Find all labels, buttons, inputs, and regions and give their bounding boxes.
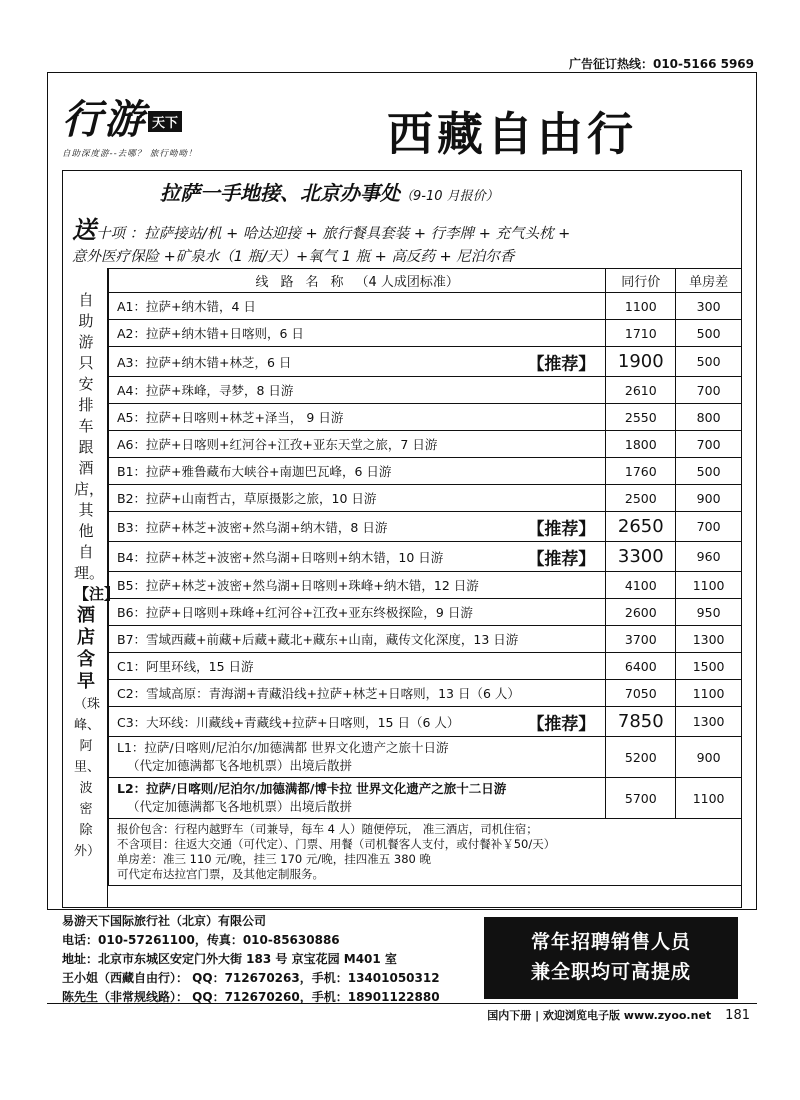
contact-person-1: 王小姐（西藏自由行）： QQ：712670263，手机：13401050312	[62, 971, 440, 985]
note-line: 单房差：准三 110 元/晚，挂三 170 元/晚，挂四准五 380 晚	[117, 852, 432, 866]
table-row: C3：大环线：川藏线+青藏线+拉萨+日喀则，15 日（6 人） 【推荐】 7850 1300	[109, 707, 742, 737]
table-row: A6：拉萨+日喀则+红河谷+江孜+亚东天堂之旅，7 日游 1800 700	[109, 431, 742, 458]
header-route-name: 线路名称（4 人成团标准）	[109, 269, 606, 293]
route-name: A3：拉萨+纳木错+林芝，6 日	[117, 354, 292, 370]
subtitle-main: 拉萨一手地接、北京办事处	[160, 181, 400, 205]
route-line-1: L1：拉萨/日喀则/尼泊尔/加德满都 世界文化遗产之旅十日游	[117, 740, 449, 755]
route-line-2: （代定加德满都飞各地机票）出境后散拼	[127, 799, 353, 814]
table-row: B2：拉萨+山南哲古，草原摄影之旅，10 日游 2500 900	[109, 485, 742, 512]
routes-table	[108, 268, 742, 886]
table-row: B7：雪域西藏+前藏+后藏+藏北+藏东+山南，藏传文化深度，13 日游 3700 1300	[109, 626, 742, 653]
brand-logo	[62, 88, 252, 158]
address: 地址：北京市东城区安定门外大街 183 号 京宝花园 M401 室	[62, 952, 397, 966]
table-row: B5：拉萨+林芝+波密+然乌湖+日喀则+珠峰+纳木错，12 日游 4100 1100	[109, 572, 742, 599]
brand-tag: 天下	[148, 111, 182, 132]
table-row: C1：阿里环线，15 日游 6400 1500	[109, 653, 742, 680]
footer-text: 国内下册 | 欢迎浏览电子版 www.zyoo.net	[487, 1009, 712, 1022]
note-line: 可代定布达拉宫门票，及其他定制服务。	[117, 867, 324, 881]
sidebar-text-2: 酒店含早	[77, 605, 95, 692]
table-row: A3：拉萨+纳木错+林芝，6 日 【推荐】 1900 500	[109, 347, 742, 377]
gifts-text-1: ：拉萨接站/机 + 哈达迎接 + 旅行餐具套装 + 行李牌 + 充气头枕 +	[129, 226, 571, 242]
sidebar-note-label: 【注】	[74, 585, 120, 603]
table-row: B3：拉萨+林芝+波密+然乌湖+纳木错，8 日游 【推荐】 2650 700	[109, 512, 742, 542]
gifts-lead: 送	[72, 216, 96, 244]
page-footer	[487, 1007, 750, 1023]
sidebar-text-3: （珠峰、阿里、波密除外）	[74, 697, 101, 859]
route-line-2: （代定加德满都飞各地机票）出境后散拼	[127, 758, 353, 773]
header-price: 同行价	[606, 269, 676, 293]
table-row: B1：拉萨+雅鲁藏布大峡谷+南迦巴瓦峰，6 日游 1760 500	[109, 458, 742, 485]
subtitle-note: （9-10 月报价）	[400, 189, 499, 204]
recommend-badge: 【推荐】	[527, 354, 596, 374]
route-name: B4：拉萨+林芝+波密+然乌湖+日喀则+纳木错，10 日游	[117, 549, 444, 565]
table-row: A4：拉萨+珠峰，寻梦，8 日游 2610 700	[109, 377, 742, 404]
notes-row	[109, 819, 742, 886]
note-line: 不含项目：往返大交通（可代定）、门票、用餐（司机餐客人支付，或付餐补￥50/天）	[117, 837, 556, 851]
route-name: C3：大环线：川藏线+青藏线+拉萨+日喀则，15 日（6 人）	[117, 714, 460, 730]
gifts-count: 十项	[96, 226, 125, 242]
table-row: C2：雪域高原：青海湖+青藏沿线+拉萨+林芝+日喀则，13 日（6 人） 7050 1100	[109, 680, 742, 707]
route-line-1: L2：拉萨/日喀则/尼泊尔/加德满都/博卡拉 世界文化遗产之旅十二日游	[117, 781, 507, 796]
table-row: L2：拉萨/日喀则/尼泊尔/加德满都/博卡拉 世界文化遗产之旅十二日游 （代定加德满都飞各地机票）出境后散拼 5700 1100	[109, 778, 742, 819]
recommend-badge: 【推荐】	[527, 714, 596, 734]
table-row: A1：拉萨+纳木错，4 日 1100 300	[109, 293, 742, 320]
divider	[47, 1003, 757, 1004]
gifts-line-2: 意外医疗保险 +矿泉水（1 瓶/天）+氧气 1 瓶 + 高反药 + 尼泊尔香	[72, 249, 515, 265]
table-row: B6：拉萨+日喀则+珠峰+红河谷+江孜+亚东终极探险，9 日游 2600 950	[109, 599, 742, 626]
header-single: 单房差	[676, 269, 742, 293]
route-name: B3：拉萨+林芝+波密+然乌湖+纳木错，8 日游	[117, 519, 388, 535]
table-row: A2：拉萨+纳木错+日喀则，6 日 1710 500	[109, 320, 742, 347]
contact-person-2: 陈先生（非常规线路）： QQ：712670260，手机：18901122880	[62, 990, 440, 1004]
recruit-banner	[484, 917, 738, 999]
ad-hotline: 广告征订热线：010-5166 5969	[568, 57, 754, 71]
sidebar-text	[74, 290, 120, 861]
recommend-badge: 【推荐】	[527, 519, 596, 539]
brand-slogan: 自助深度游--去哪？ 旅行呦呦！	[62, 149, 198, 159]
table-header-row	[109, 269, 742, 293]
phone-fax: 电话：010-57261100，传真：010-85630886	[62, 933, 340, 947]
page-title: 西藏自由行	[387, 107, 637, 161]
company-name: 易游天下国际旅行社（北京）有限公司	[62, 914, 267, 928]
contact-block	[62, 912, 440, 1007]
gifts-line-1	[72, 210, 570, 245]
subtitle	[160, 177, 499, 206]
recruit-line-2: 兼全职均可高提成	[530, 961, 691, 983]
note-line: 报价包含：行程内越野车（司兼导，每车 4 人）随便停玩， 准三酒店，司机住宿；	[117, 822, 538, 836]
recommend-badge: 【推荐】	[527, 549, 596, 569]
table-row: L1：拉萨/日喀则/尼泊尔/加德满都 世界文化遗产之旅十日游 （代定加德满都飞各地机票）出境后散拼 5200 900	[109, 737, 742, 778]
recruit-line-1: 常年招聘销售人员	[530, 931, 691, 953]
sidebar-text-1: 自助游只安排车跟酒店，其他自理。	[74, 291, 105, 582]
table-row: A5：拉萨+日喀则+林芝+泽当， 9 日游 2550 800	[109, 404, 742, 431]
table-row: B4：拉萨+林芝+波密+然乌湖+日喀则+纳木错，10 日游 【推荐】 3300 960	[109, 542, 742, 572]
page-number: 181	[725, 1008, 750, 1023]
brand-script: 行游	[62, 96, 146, 143]
